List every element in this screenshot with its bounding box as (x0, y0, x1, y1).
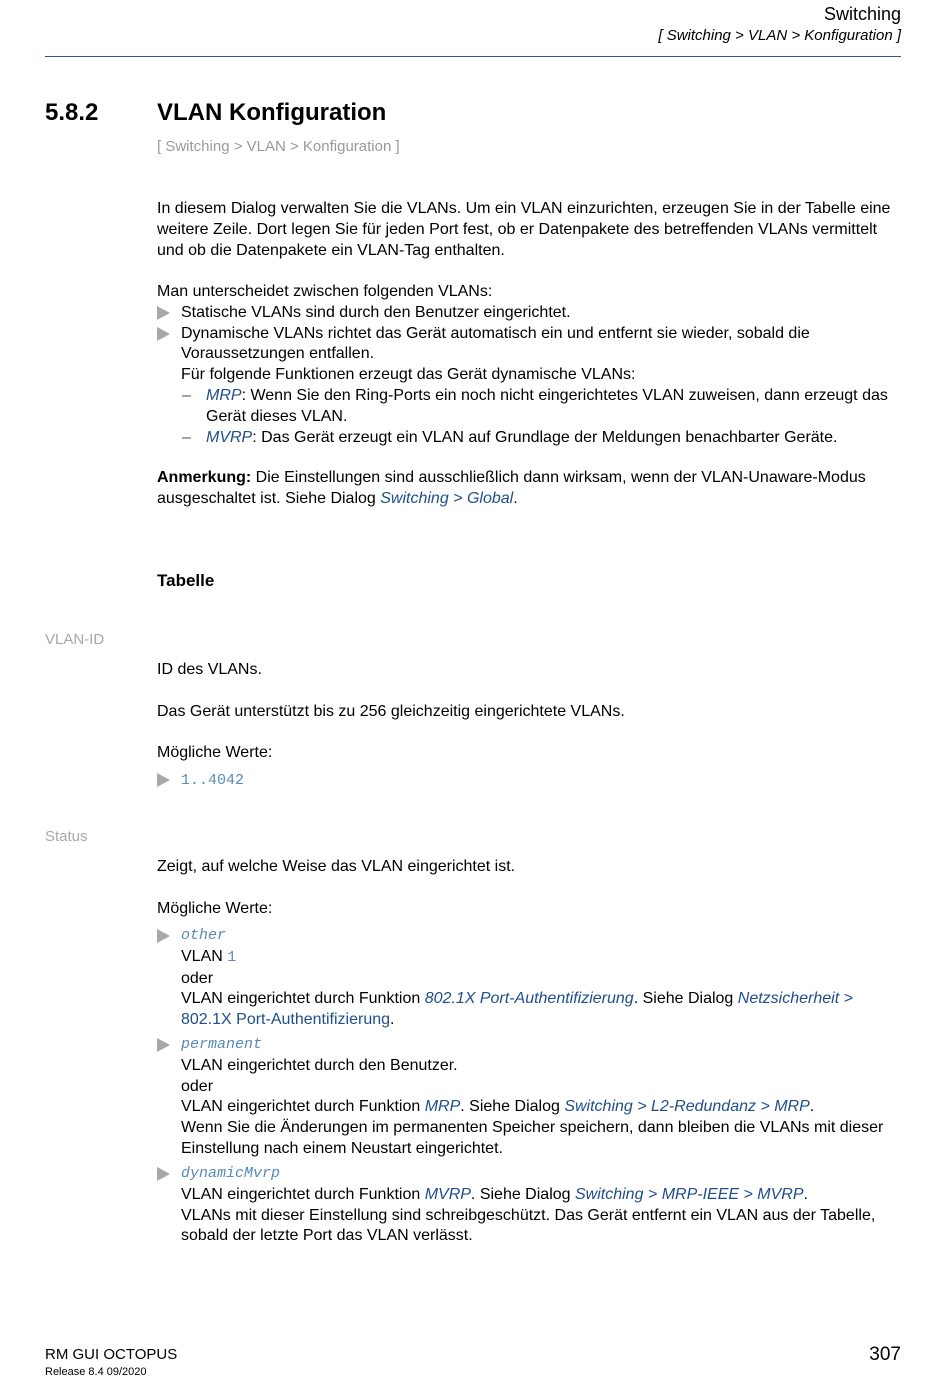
note-end: . (513, 489, 518, 507)
dynamic-item (157, 1164, 907, 1247)
running-header-path: [ Switching > VLAN > Konfiguration ] (658, 27, 901, 44)
vlan-id-range: 1..4042 (181, 772, 245, 789)
bullet-triangle-icon (157, 929, 170, 943)
other-line1 (181, 947, 907, 969)
bullet-triangle-icon (157, 306, 170, 320)
other-line4 (181, 1010, 907, 1031)
netzsicherheit-link[interactable]: Netzsicherheit > (737, 990, 853, 1008)
footer-product: RM GUI OCTOPUS (45, 1346, 178, 1363)
permanent-item (157, 1035, 907, 1160)
permanent-value: permanent (181, 1036, 263, 1053)
bullet-triangle-icon (157, 773, 170, 787)
mrp-link[interactable]: MRP (206, 386, 242, 404)
other-line3a: VLAN eingerichtet durch Funktion (181, 990, 425, 1008)
dot1x-dialog-link[interactable]: 802.1X Port-Authentifizierung (181, 1011, 391, 1029)
dash-marker: – (182, 428, 191, 446)
note-label: Anmerkung: (157, 469, 252, 486)
page-number: 307 (869, 1344, 901, 1365)
permanent-line3a: VLAN eingerichtet durch Funktion (181, 1098, 425, 1116)
status-desc: Zeigt, auf welche Weise das VLAN eingerichtet ist. (157, 858, 516, 875)
status-values-label: Mögliche Werte: (157, 900, 273, 917)
running-header-title: Switching (823, 4, 901, 24)
other-line4-end: . (390, 1011, 395, 1029)
vlan-id-label: VLAN-ID (45, 631, 105, 648)
intro-paragraph: In diesem Dialog verwalten Sie die VLANs. Um ein VLAN einzurichten, erzeugen Sie in der Tabelle eine weitere Zeile. Dort legen Sie für jeden Port fest, ob er Datenpakete des betreffenden VLANs vermittelt und ob die Datenpakete ein VLAN-Tag enthalten. (157, 200, 891, 259)
section-title: VLAN Konfiguration (157, 99, 387, 126)
dynamic-value: dynamicMvrp (181, 1165, 281, 1182)
note-text: Die Einstellungen sind ausschließlich dann wirksam, wenn der VLAN-Unaware-Modus ausgeschaltet ist. Siehe Dialog (157, 469, 866, 507)
other-line3 (181, 989, 907, 1010)
other-line1b: 1 (227, 948, 237, 966)
section-breadcrumb: [ Switching > VLAN > Konfiguration ] (157, 138, 400, 155)
status-value-other (157, 926, 907, 1031)
status-value-permanent (157, 1035, 907, 1160)
dash-mrp-text: : Wenn Sie den Ring-Ports ein noch nicht eingerichtetes VLAN zuweisen, dann erzeugt das Gerät dieses VLAN. (206, 386, 888, 425)
bullet-static (157, 303, 907, 324)
switching-global-link[interactable]: Switching > Global (380, 489, 514, 507)
vlan-id-desc: ID des VLANs. (157, 661, 262, 678)
dyn-mvrp-link[interactable]: MVRP (424, 1185, 471, 1203)
l2-redundanz-mrp-link[interactable]: Switching > L2-Redundanz > MRP (564, 1098, 810, 1116)
dynamic-line1b: . Siehe Dialog (470, 1185, 575, 1203)
permanent-line4: Wenn Sie die Änderungen im permanenten Speicher speichern, dann bleiben die VLANs mit dieser Einstellung nach einem Neustart eingerichtet. (181, 1119, 884, 1157)
dash-item-mvrp (157, 428, 907, 449)
dynamic-line1-end: . (803, 1185, 808, 1203)
section-number: 5.8.2 (45, 99, 99, 126)
mrp-ieee-mvrp-link[interactable]: Switching > MRP-IEEE > MVRP (574, 1185, 804, 1203)
vlan-types-intro: Man unterscheidet zwischen folgenden VLANs: (157, 283, 493, 300)
table-heading: Tabelle (157, 571, 215, 590)
permanent-line3-end: . (809, 1098, 815, 1116)
bullet-triangle-icon (157, 1167, 170, 1181)
other-value: other (181, 927, 227, 944)
mvrp-link[interactable]: MVRP (206, 428, 253, 446)
status-label: Status (45, 828, 88, 845)
permanent-line1: VLAN eingerichtet durch den Benutzer. (181, 1056, 458, 1074)
vlan-types-block (157, 282, 907, 448)
note-paragraph (157, 468, 907, 510)
dash-item-mrp (157, 386, 907, 428)
bullet-static-text: Statische VLANs sind durch den Benutzer eingerichtet. (181, 303, 571, 321)
vlan-id-range-bullet (157, 770, 907, 792)
perm-mrp-link[interactable]: MRP (424, 1098, 461, 1116)
permanent-line3b: . Siehe Dialog (460, 1098, 565, 1116)
dynamic-line1a: VLAN eingerichtet durch Funktion (181, 1185, 425, 1203)
bullet-dynamic-text: Dynamische VLANs richtet das Gerät automatisch ein und entfernt sie wieder, sobald die Voraussetzungen entfallen. (181, 324, 810, 363)
other-line1a: VLAN (181, 947, 228, 965)
bullet-triangle-icon (157, 327, 170, 341)
dash-marker: – (182, 386, 191, 404)
other-item (157, 926, 907, 1031)
bullet-dynamic (157, 324, 907, 386)
permanent-or: oder (181, 1077, 214, 1095)
vlan-id-support: Das Gerät unterstützt bis zu 256 gleichzeitig eingerichtete VLANs. (157, 703, 625, 720)
permanent-line3 (181, 1097, 907, 1118)
bullet-dynamic-continuation: Für folgende Funktionen erzeugt das Gerät dynamische VLANs: (181, 366, 636, 384)
vlan-id-values-label: Mögliche Werte: (157, 744, 273, 761)
other-or: oder (181, 969, 214, 987)
status-value-dynamic (157, 1164, 907, 1247)
dynamic-line1 (181, 1185, 907, 1206)
dot1x-link[interactable]: 802.1X Port-Authentifizierung (424, 990, 634, 1008)
dash-mvrp-text: : Das Gerät erzeugt ein VLAN auf Grundlage der Meldungen benachbarter Geräte. (252, 428, 838, 446)
header-divider (45, 56, 901, 57)
vlan-id-range-item (157, 770, 907, 792)
other-line3b: . Siehe Dialog (633, 990, 738, 1008)
footer-release: Release 8.4 09/2020 (45, 1366, 147, 1378)
dynamic-line2: VLANs mit dieser Einstellung sind schreibgeschützt. Das Gerät entfernt ein VLAN aus der Tabelle, sobald der letzte Port das VLAN verlässt. (181, 1206, 876, 1245)
bullet-triangle-icon (157, 1038, 170, 1052)
